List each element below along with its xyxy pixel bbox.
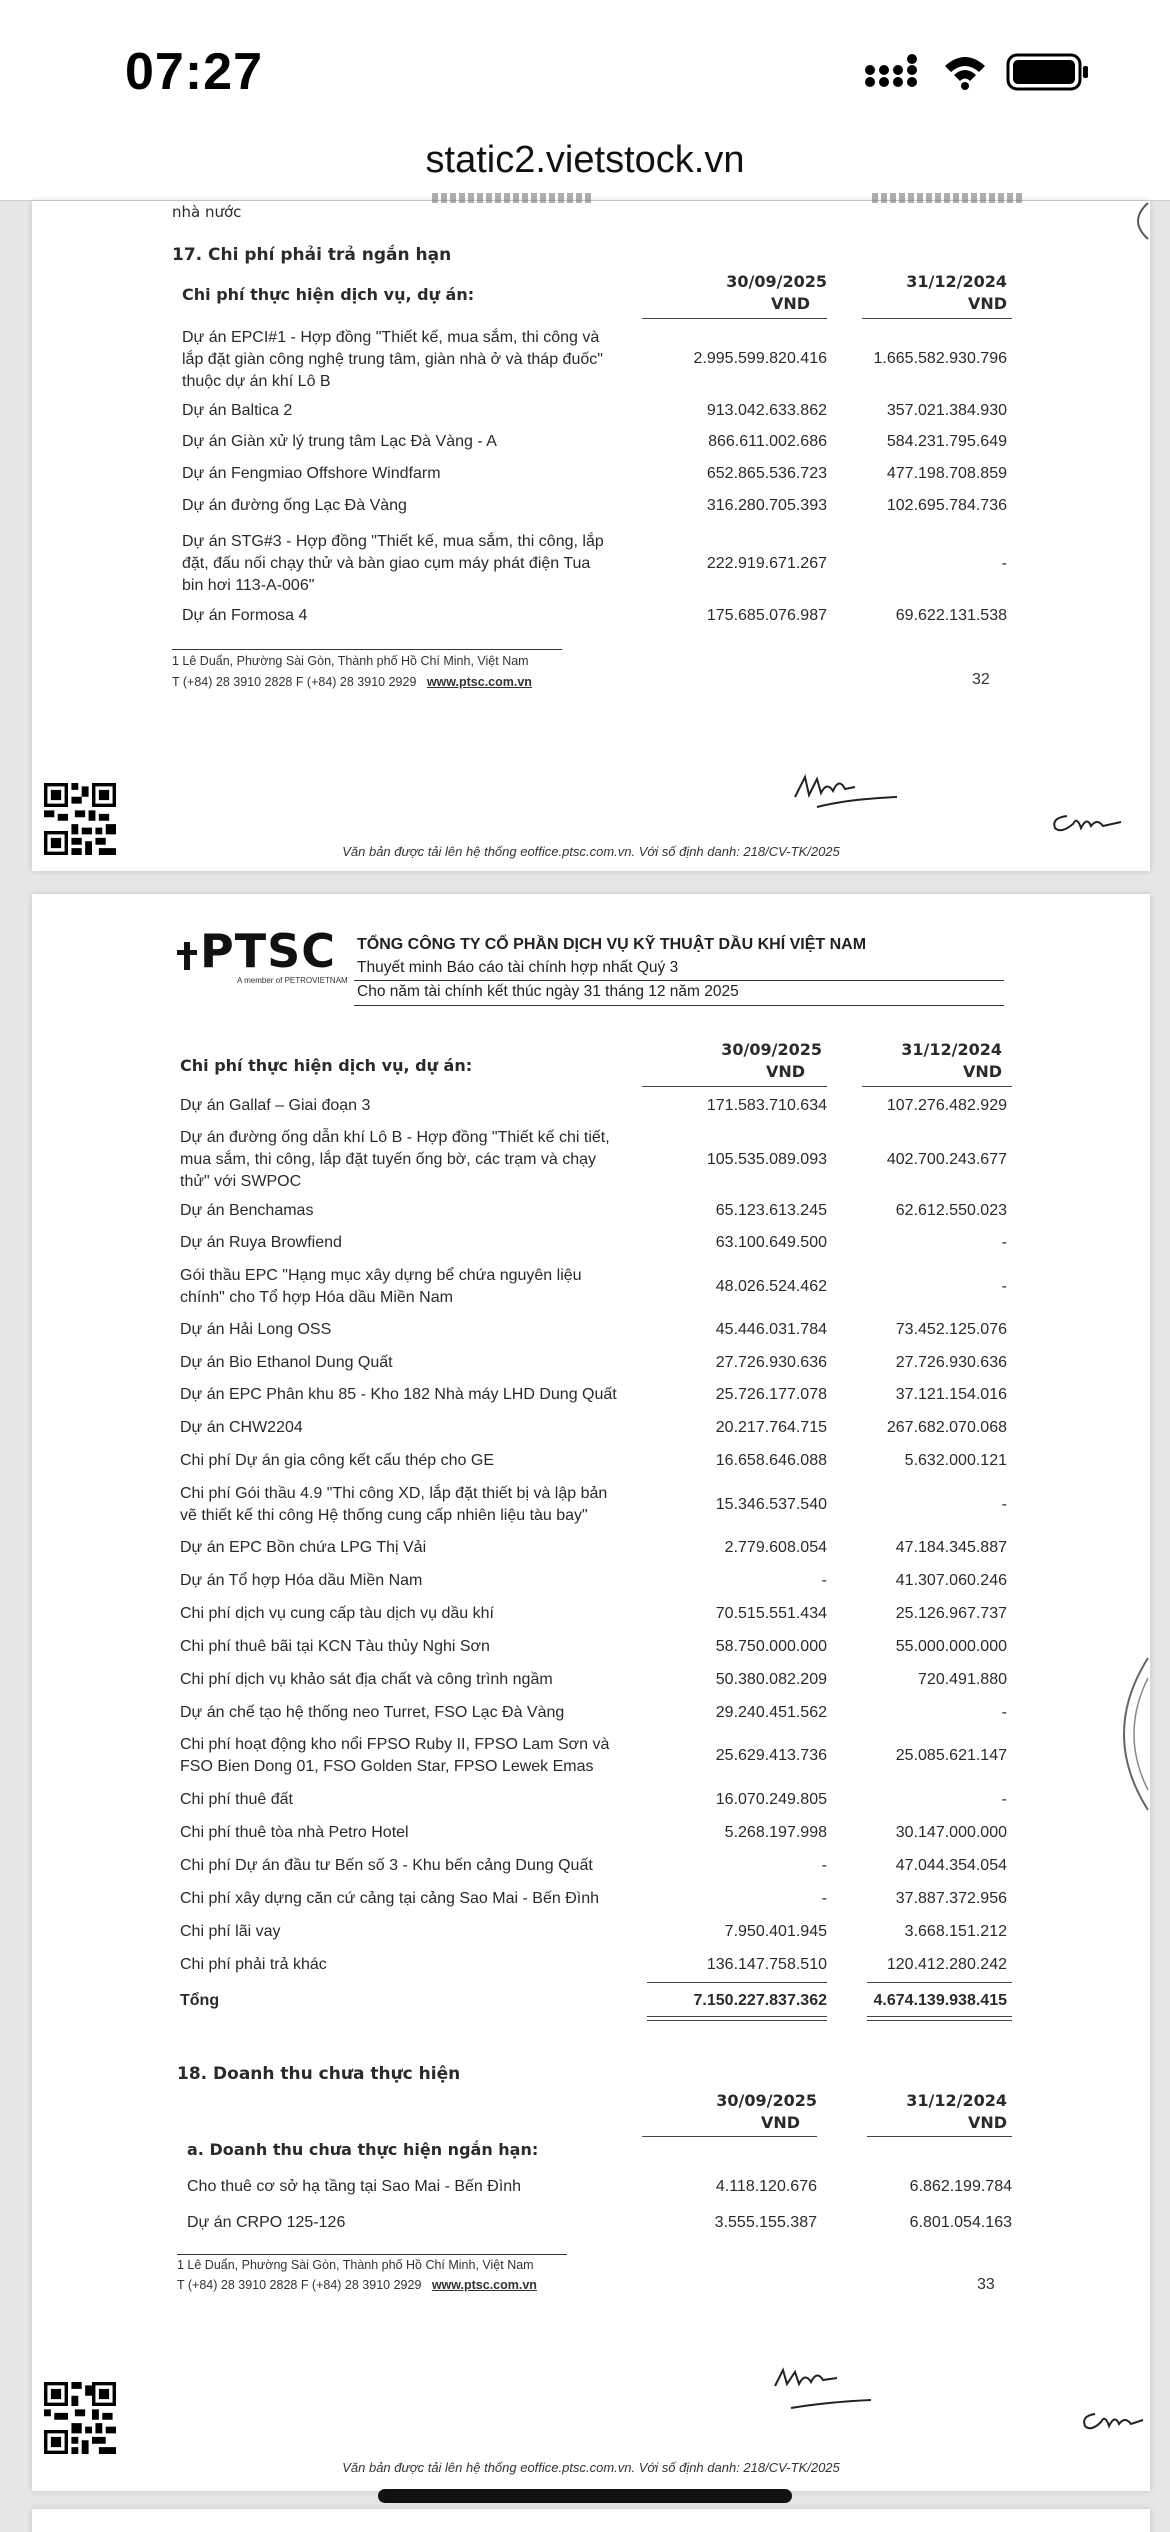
footer-rule [177, 2254, 567, 2255]
table-row-label: Dự án Formosa 4 [182, 607, 308, 624]
table-row-label: Chi phí Dự án gia công kết cấu thép cho GE [180, 1452, 495, 1469]
company-name: TỔNG CÔNG TY CỔ PHẦN DỊCH VỤ KỸ THUẬT DẦU KHÍ VIỆT NAM [357, 936, 867, 953]
status-bar [0, 0, 1170, 130]
wifi-icon [942, 54, 988, 90]
table-row-label: Dự án CRPO 125-126 [187, 2214, 346, 2231]
table-row-value-1: 866.611.002.686 [708, 433, 827, 450]
pdf-page-33 [32, 894, 1150, 2491]
table-row-label: Chi phí hoạt động kho nổi FPSO Ruby II, FPSO Lam Sơn và FSO Bien Dong 01, FSO Golden Star, FPSO Lewek Emas [180, 1736, 610, 1775]
table-row-value-2: 6.862.199.784 [909, 2178, 1012, 2195]
table-row-value-2: 25.126.967.737 [895, 1605, 1007, 1622]
qr-code-icon [44, 2382, 116, 2454]
header-rule [354, 1005, 1004, 1006]
table-row-value-2: 30.147.000.000 [895, 1824, 1007, 1841]
table-row-value-2: 37.887.372.956 [895, 1890, 1007, 1907]
table-row-value-1: 105.535.089.093 [706, 1151, 827, 1168]
url-text[interactable]: static2.vietstock.vn [425, 139, 745, 181]
table-row-label: Chi phí Gói thầu 4.9 "Thi công XD, lắp đặt thiết bị và lập bản vẽ thiết kế thi công Hệ thống cung cấp nhiên liệu tàu bay" [180, 1485, 608, 1524]
col2-unit: VND [962, 1062, 1002, 1081]
table-row-label: Chi phí Dự án đầu tư Bến số 3 - Khu bến cảng Dung Quất [180, 1857, 593, 1874]
cut-row-value-1 [432, 193, 592, 203]
table-row-value-1: 2.779.608.054 [724, 1539, 827, 1556]
total-rule-top [647, 1982, 827, 1983]
footer-contact: T (+84) 28 3910 2828 F (+84) 28 3910 2929 www.ptsc.com.vn [172, 675, 532, 689]
table-row-label: Dự án Benchamas [180, 1202, 314, 1219]
report-subtitle-2: Cho năm tài chính kết thúc ngày 31 tháng 12 năm 2025 [357, 983, 739, 1000]
table-row-label: Chi phí phải trả khác [180, 1956, 327, 1973]
table-row-label: Dự án Baltica 2 [182, 402, 293, 419]
table-row-value-1: 5.268.197.998 [724, 1824, 827, 1841]
table-row-label: Chi phí thuê bãi tại KCN Tàu thủy Nghi Sơn [180, 1638, 490, 1655]
table-row-value-2: 47.044.354.054 [895, 1857, 1007, 1874]
table-row-value-2: 47.184.345.887 [895, 1539, 1007, 1556]
table-row-label: Dự án Bio Ethanol Dung Quất [180, 1354, 393, 1371]
page-number: 33 [977, 2276, 995, 2293]
ptsc-logo-text: PTSC [200, 924, 336, 978]
table-row-value-2: - [1001, 555, 1007, 572]
table-row-value-1: 175.685.076.987 [706, 607, 827, 624]
col1-unit: VND [770, 294, 810, 313]
table-row-label: Dự án chế tạo hệ thống neo Turret, FSO Lạc Đà Vàng [180, 1704, 565, 1721]
cut-row-value-2 [872, 193, 1022, 203]
table-row-label: Dự án EPC Bồn chứa LPG Thị Vải [180, 1539, 427, 1556]
table-row-label: Gói thầu EPC "Hạng mục xây dựng bể chứa nguyên liệu chính" cho Tổ hợp Hóa dầu Miền Nam [180, 1267, 582, 1306]
pdf-page-34-edge [32, 2509, 1150, 2532]
col1-date: 30/09/2025 [721, 1040, 822, 1059]
table-row-value-2: 25.085.621.147 [895, 1747, 1007, 1764]
table-row-label: Dự án đường ống dẫn khí Lô B - Hợp đồng "Thiết kế chi tiết, mua sắm, thi công, lắp đặt tuyến ống bờ, các trạm và chạy thử" với SWPOC [180, 1129, 610, 1190]
col1-underline [642, 2136, 817, 2137]
table-row-value-2: 73.452.125.076 [895, 1321, 1007, 1338]
table-row-value-1: 20.217.764.715 [715, 1419, 827, 1436]
table-row-label: Dự án Fengmiao Offshore Windfarm [182, 465, 441, 482]
address-bar[interactable] [0, 130, 1170, 200]
table-row-label: Chi phí thuê tòa nhà Petro Hotel [180, 1824, 409, 1841]
subsection-a-title: a. Doanh thu chưa thực hiện ngắn hạn: [187, 2140, 539, 2159]
table-row-value-2: - [1001, 1704, 1007, 1721]
cellular-signal-icon [864, 54, 924, 90]
col2-underline [862, 1086, 1012, 1087]
table-row-value-2: 37.121.154.016 [895, 1386, 1007, 1403]
col2-underline [867, 2136, 1012, 2137]
col1-underline [642, 318, 827, 319]
table-row-value-2: - [1001, 1496, 1007, 1513]
table-row-value-2: 120.412.280.242 [886, 1956, 1007, 1973]
table-row-value-2: 41.307.060.246 [895, 1572, 1007, 1589]
table-row-value-1: 50.380.082.209 [715, 1671, 827, 1688]
pdf-page-32 [32, 201, 1150, 871]
table-row-label: Dự án Tổ hợp Hóa dầu Miền Nam [180, 1572, 423, 1589]
footer-address: 1 Lê Duẩn, Phường Sài Gòn, Thành phố Hồ Chí Minh, Việt Nam [172, 654, 529, 668]
table-row-label: Dự án STG#3 - Hợp đồng "Thiết kế, mua sắm, thi công, lắp đặt, đấu nối chạy thử và bàn giao cụm máy phát điện Tua bin hơi 113-A-006" [182, 533, 604, 594]
table-row-value-1: 222.919.671.267 [706, 555, 827, 572]
table-row-value-1: 15.346.537.540 [715, 1496, 827, 1513]
table-row-value-1: 171.583.710.634 [706, 1097, 827, 1114]
col2-date: 31/12/2024 [906, 272, 1007, 291]
home-indicator[interactable] [378, 2489, 792, 2503]
table-row-value-1: 913.042.633.862 [706, 402, 827, 419]
table-row-value-1: - [821, 1572, 827, 1589]
table-row-value-2: 402.700.243.677 [886, 1151, 1007, 1168]
total-rule-bottom [867, 2020, 1012, 2021]
table-row-value-1: 316.280.705.393 [706, 497, 827, 514]
col1-unit: VND [765, 1062, 805, 1081]
table-row-label: Dự án Ruya Browfiend [180, 1234, 342, 1251]
initials-icon [1077, 2404, 1147, 2434]
total-label: Tổng [180, 1992, 220, 2009]
col2-unit: VND [967, 2113, 1007, 2132]
table-row-value-1: 25.726.177.078 [715, 1386, 827, 1403]
footer-contact: T (+84) 28 3910 2828 F (+84) 28 3910 2929 www.ptsc.com.vn [177, 2278, 537, 2292]
table-row-value-1: - [821, 1857, 827, 1874]
table-row-value-1: 2.995.599.820.416 [693, 350, 827, 367]
table-row-label: Dự án EPCI#1 - Hợp đồng "Thiết kế, mua sắm, thi công và lắp đặt giàn công nghệ trung tâm, giàn nhà ở và tháp đuốc" thuộc dự án khí Lô B [182, 329, 603, 390]
total-value-2: 4.674.139.938.415 [873, 1992, 1007, 2009]
footer-website-link[interactable]: www.ptsc.com.vn [431, 2278, 537, 2292]
table-row-value-1: 3.555.155.387 [714, 2214, 817, 2231]
signature-icon [767, 2364, 887, 2414]
table-row-value-2: 102.695.784.736 [886, 497, 1007, 514]
table-row-label: Dự án Gallaf – Giai đoạn 3 [180, 1097, 371, 1114]
table-row-value-2: 720.491.880 [918, 1671, 1007, 1688]
table-row-label: Dự án Giàn xử lý trung tâm Lạc Đà Vàng - A [182, 433, 497, 450]
stamp-edge-icon [1120, 201, 1150, 241]
table-row-value-1: 16.070.249.805 [715, 1791, 827, 1808]
table-row-value-2: 267.682.070.068 [886, 1419, 1007, 1436]
table-row-value-1: 16.658.646.088 [715, 1452, 827, 1469]
status-time: 07:27 [125, 43, 263, 101]
status-icons [864, 52, 1090, 92]
table-row-value-1: 45.446.031.784 [715, 1321, 827, 1338]
table-row-label: Cho thuê cơ sở hạ tầng tại Sao Mai - Bến Đình [187, 2178, 522, 2195]
table-label: Chi phí thực hiện dịch vụ, dự án: [180, 1056, 473, 1075]
signature-icon [787, 771, 907, 811]
table-row-value-2: 107.276.482.929 [886, 1097, 1007, 1114]
table-row-label: Chi phí lãi vay [180, 1923, 281, 1940]
page-number: 32 [972, 671, 990, 688]
eoffice-note: Văn bản được tải lên hệ thống eoffice.ptsc.com.vn. Với số định danh: 218/CV-TK/2025 [342, 844, 840, 859]
ptsc-logo-tagline: A member of PETROVIETNAM [237, 976, 348, 985]
table-row-value-2: 69.622.131.538 [895, 607, 1007, 624]
table-row-value-1: - [821, 1890, 827, 1907]
table-row-value-2: 1.665.582.930.796 [873, 350, 1007, 367]
total-rule-top [867, 1982, 1012, 1983]
table-row-value-2: 55.000.000.000 [895, 1638, 1007, 1655]
report-subtitle-1: Thuyết minh Báo cáo tài chính hợp nhất Quý 3 [357, 959, 679, 976]
col2-date: 31/12/2024 [906, 2091, 1007, 2110]
col1-underline [642, 1086, 827, 1087]
total-rule-bottom [647, 2016, 827, 2017]
eoffice-note: Văn bản được tải lên hệ thống eoffice.ptsc.com.vn. Với số định danh: 218/CV-TK/2025 [342, 2460, 840, 2475]
stamp-edge-icon [1110, 1654, 1150, 1814]
col2-date: 31/12/2024 [901, 1040, 1002, 1059]
table-row-label: Chi phí thuê đất [180, 1791, 293, 1808]
col1-date: 30/09/2025 [716, 2091, 817, 2110]
table-row-value-2: 27.726.930.636 [895, 1354, 1007, 1371]
table-row-value-2: 62.612.550.023 [895, 1202, 1007, 1219]
table-row-value-1: 136.147.758.510 [706, 1956, 827, 1973]
table-row-value-2: 477.198.708.859 [886, 465, 1007, 482]
footer-address: 1 Lê Duẩn, Phường Sài Gòn, Thành phố Hồ Chí Minh, Việt Nam [177, 2258, 534, 2272]
table-row-value-2: - [1001, 1234, 1007, 1251]
table-row-value-1: 7.950.401.945 [724, 1923, 827, 1940]
table-row-label: Chi phí dịch vụ cung cấp tàu dịch vụ dầu khí [180, 1605, 494, 1622]
table-row-value-2: 5.632.000.121 [904, 1452, 1007, 1469]
ptsc-logo-mark-icon [177, 942, 197, 970]
table-row-label: Dự án đường ống Lạc Đà Vàng [182, 497, 407, 514]
table-row-value-1: 65.123.613.245 [715, 1202, 827, 1219]
section-17-title: 17. Chi phí phải trả ngắn hạn [172, 245, 452, 265]
table-row-value-2: 584.231.795.649 [886, 433, 1007, 450]
table-row-value-1: 58.750.000.000 [715, 1638, 827, 1655]
table-row-value-1: 63.100.649.500 [715, 1234, 827, 1251]
footer-website-link[interactable]: www.ptsc.com.vn [426, 675, 532, 689]
table-row-value-1: 25.629.413.736 [715, 1747, 827, 1764]
table-row-value-2: - [1001, 1791, 1007, 1808]
col2-underline [862, 318, 1012, 319]
col1-unit: VND [760, 2113, 800, 2132]
section-18-title: 18. Doanh thu chưa thực hiện [177, 2064, 461, 2084]
table-row-value-1: 29.240.451.562 [715, 1704, 827, 1721]
table-row-label: Chi phí dịch vụ khảo sát địa chất và công trình ngầm [180, 1671, 553, 1688]
table-row-label: Dự án CHW2204 [180, 1419, 303, 1436]
table-row-value-1: 4.118.120.676 [715, 2178, 817, 2195]
table-row-value-1: 70.515.551.434 [715, 1605, 827, 1622]
table-row-label: Dự án Hải Long OSS [180, 1321, 332, 1338]
total-rule-bottom [867, 2016, 1012, 2017]
footer-rule [172, 649, 562, 650]
col1-date: 30/09/2025 [726, 272, 827, 291]
battery-icon [1006, 52, 1090, 92]
table-label: Chi phí thực hiện dịch vụ, dự án: [182, 285, 475, 304]
table-row-label: Dự án EPC Phân khu 85 - Kho 182 Nhà máy LHD Dung Quất [180, 1386, 617, 1403]
col2-unit: VND [967, 294, 1007, 313]
table-row-value-2: 357.021.384.930 [886, 402, 1007, 419]
pdf-viewer[interactable] [0, 201, 1170, 2532]
table-row-value-1: 48.026.524.462 [715, 1278, 827, 1295]
table-row-value-1: 27.726.930.636 [715, 1354, 827, 1371]
table-row-value-2: - [1001, 1278, 1007, 1295]
table-row-value-2: 6.801.054.163 [909, 2214, 1012, 2231]
header-rule [354, 980, 1004, 981]
cut-row-label: nhà nước [172, 203, 242, 221]
initials-icon [1047, 806, 1127, 836]
table-row-label: Chi phí xây dựng căn cứ cảng tại cảng Sao Mai - Bến Đình [180, 1890, 599, 1907]
table-row-value-2: 3.668.151.212 [904, 1923, 1007, 1940]
total-value-1: 7.150.227.837.362 [693, 1992, 827, 2009]
table-row-value-1: 652.865.536.723 [706, 465, 827, 482]
total-rule-bottom [647, 2020, 827, 2021]
